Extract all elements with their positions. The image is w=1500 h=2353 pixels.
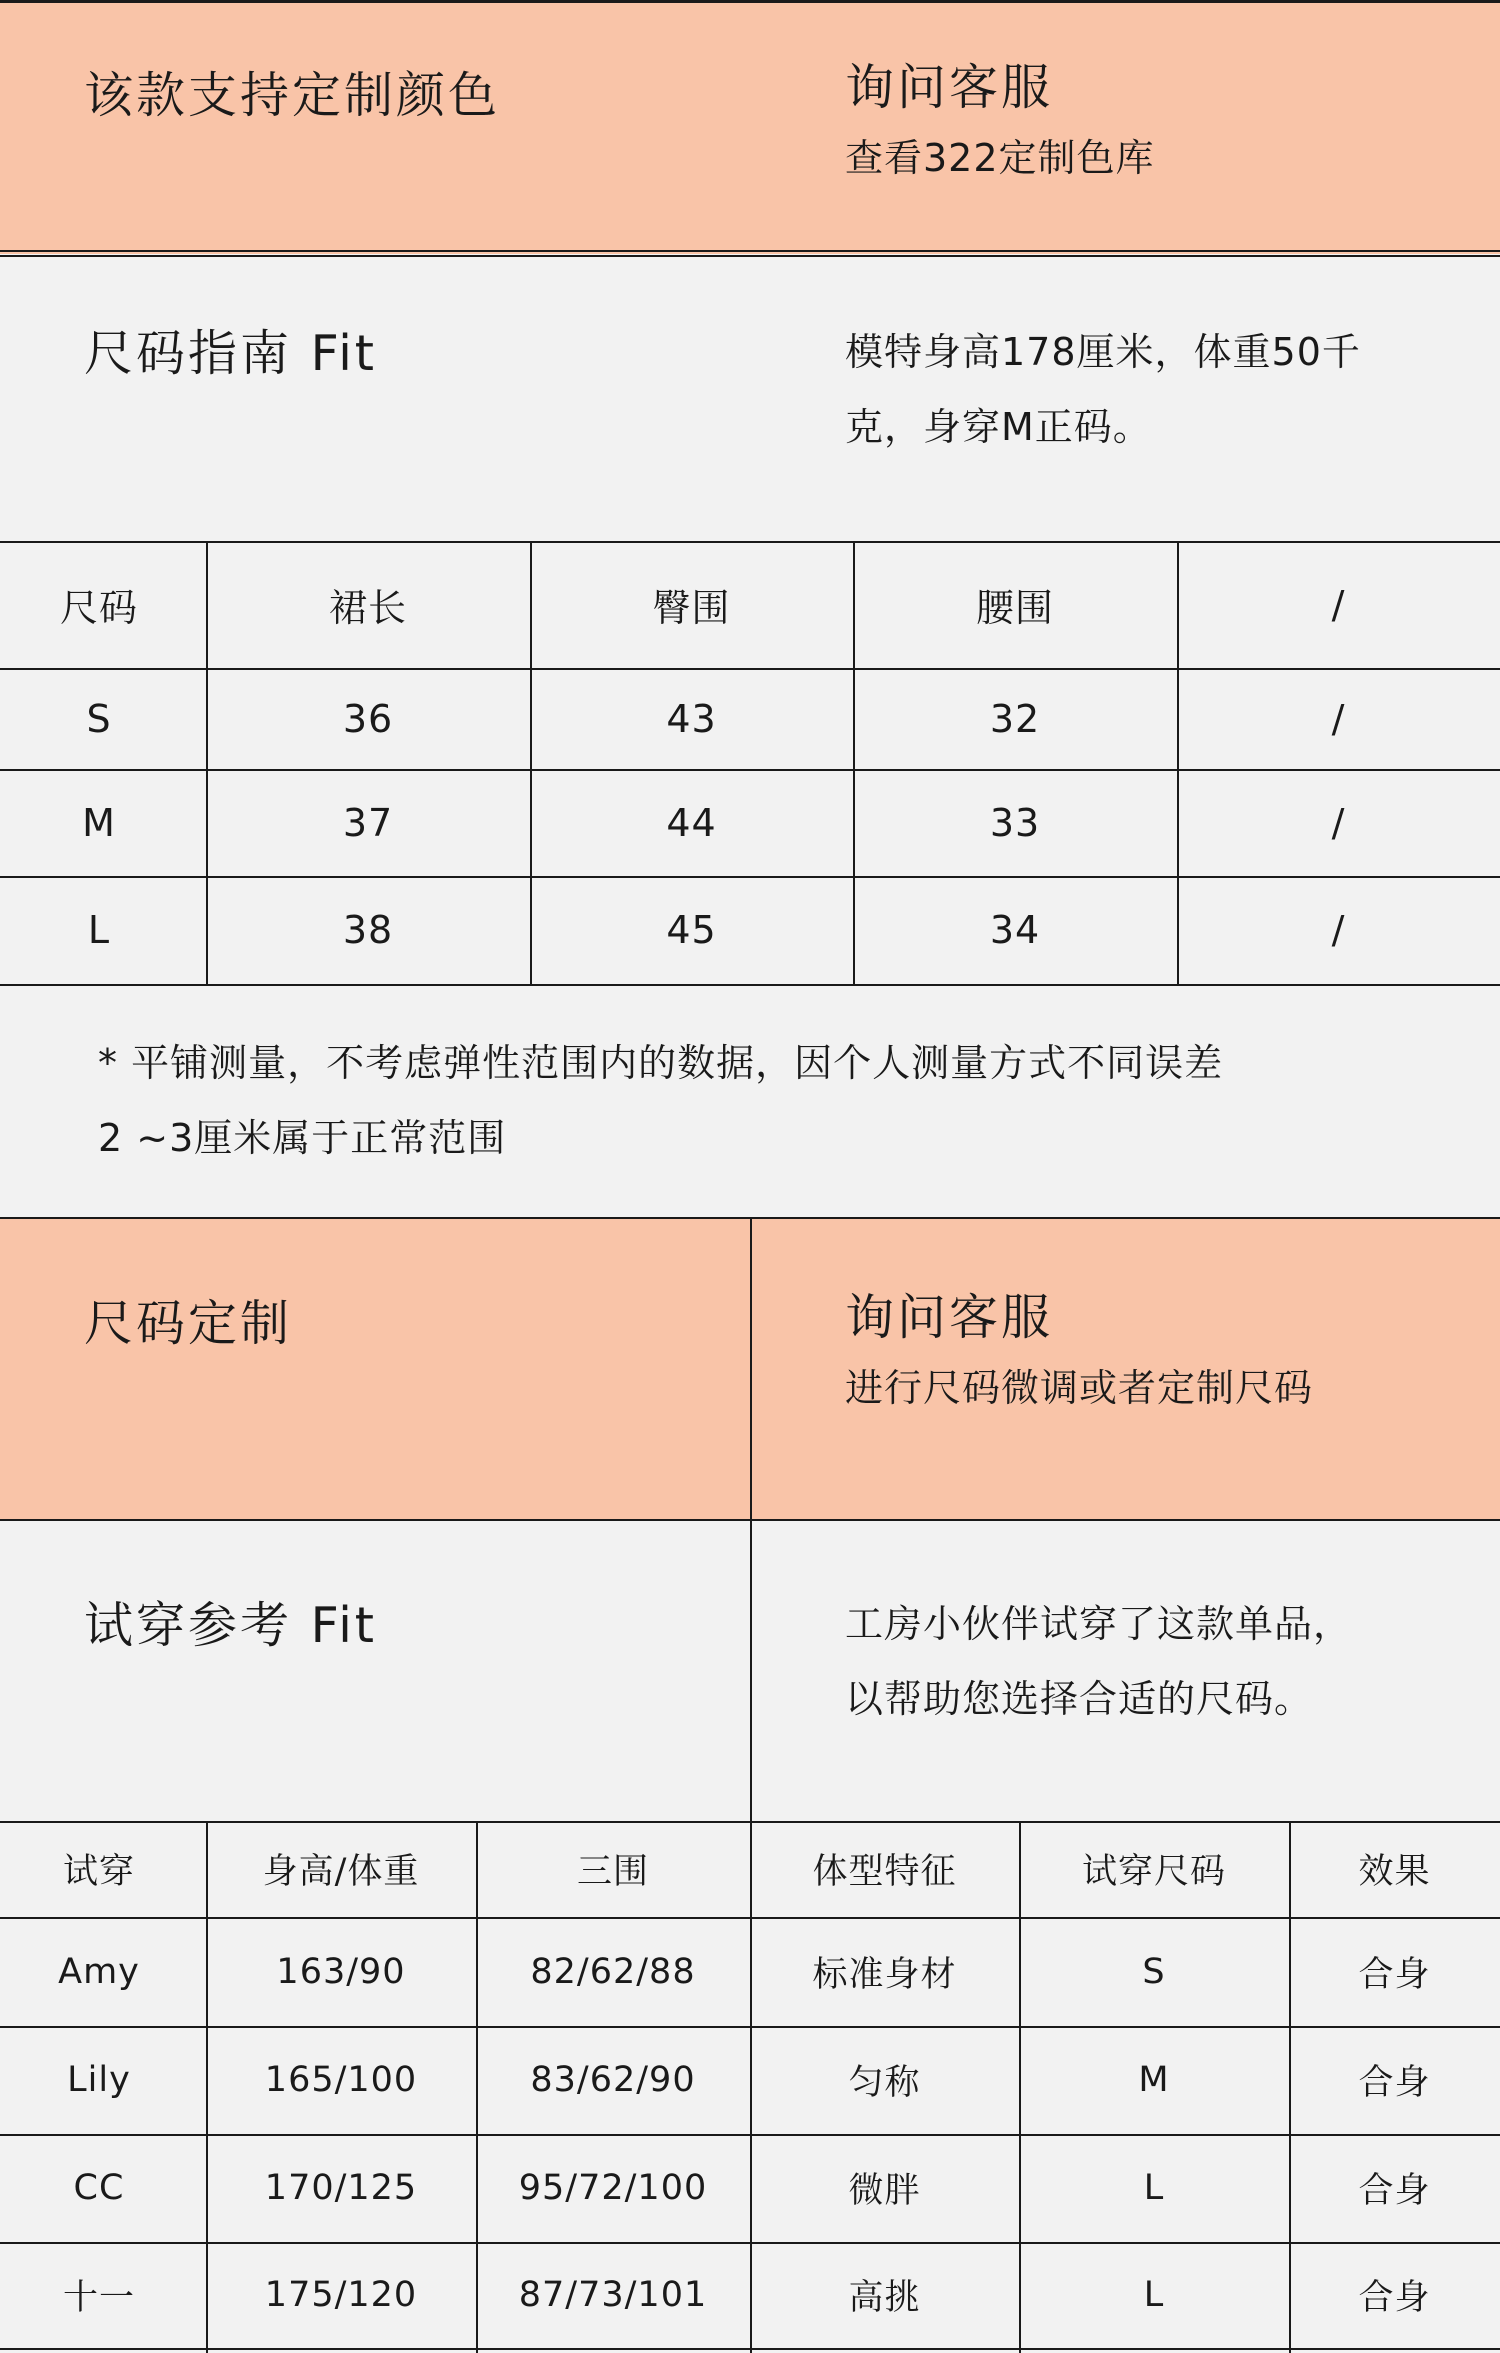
try-on-table-cell: 合身 (1358, 2171, 1431, 2211)
try-on-table-header: 体型特征 (812, 1852, 957, 1892)
size-table-cell: 37 (342, 800, 394, 845)
size-table-header: / (1331, 582, 1346, 627)
size-table-cell: / (1331, 696, 1346, 741)
try-on-table-cell: S (1142, 1951, 1166, 1992)
try-on-table-cell: M (1138, 2060, 1170, 2100)
size-table-cell: 36 (342, 696, 394, 741)
try-on-table-cell: 合身 (1358, 2278, 1431, 2318)
size-table-cell: 33 (989, 800, 1041, 845)
size-table-header: 腰围 (975, 586, 1054, 630)
try-on-table-cell: 95/72/100 (518, 2168, 708, 2208)
size-table-cell: / (1331, 800, 1346, 845)
try-on-table-cell: 165/100 (264, 2060, 418, 2100)
size-table-cell: 44 (666, 800, 717, 845)
size-table-header: 尺码 (59, 586, 138, 630)
size-table-cell: 45 (666, 908, 717, 952)
try-on-title: 试穿参考 Fit (84, 1597, 378, 1654)
try-on-table-cell: L (1143, 2168, 1165, 2208)
size-table-header: 裙长 (328, 586, 407, 630)
try-on-table-cell: 合身 (1358, 1954, 1431, 1995)
try-on-table-cell: 87/73/101 (518, 2275, 708, 2315)
custom-color-banner (0, 0, 1500, 254)
try-on-table-cell: L (1143, 2275, 1165, 2315)
size-custom-banner (0, 1217, 1500, 1521)
try-on-desc (845, 1587, 1352, 1737)
try-on-table-cell: 170/125 (264, 2168, 418, 2208)
custom-color-title: 该款支持定制颜色 (84, 67, 501, 124)
try-on-table-cell: 163/90 (276, 1951, 406, 1992)
size-table-cell: 32 (989, 696, 1041, 741)
divider (750, 1219, 752, 1519)
try-on-table-cell: 微胖 (848, 2171, 921, 2211)
model-info-line: 克，身穿M正码。 (845, 405, 1152, 449)
size-table (0, 541, 1500, 986)
try-on-table-cell: 十一 (62, 2278, 135, 2318)
try-on-table-cell: 175/120 (264, 2275, 418, 2315)
custom-color-cta-title[interactable]: 询问客服 (845, 59, 1054, 116)
model-info-line: 模特身高178厘米，体重50千 (845, 330, 1361, 374)
try-on-table-cell: CC (73, 2168, 125, 2208)
try-on-table-cell: 82/62/88 (530, 1951, 696, 1992)
size-custom-service-link[interactable] (845, 1289, 1313, 1411)
size-table-cell: 38 (342, 908, 394, 952)
measure-note-line: 2 ~3厘米属于正常范围 (98, 1116, 507, 1160)
size-table-cell: L (87, 908, 111, 952)
try-on-table-cell: 标准身材 (812, 1954, 957, 1995)
try-on-table-cell: 合身 (1358, 2063, 1431, 2103)
size-table-cell: M (82, 800, 116, 845)
custom-color-service-link[interactable] (845, 59, 1155, 181)
try-on-table-cell: 匀称 (848, 2063, 921, 2103)
try-on-desc-line: 以帮助您选择合适的尺码。 (845, 1677, 1314, 1721)
measure-note (98, 1026, 1223, 1176)
size-table-cell: 43 (666, 696, 717, 741)
try-on-table-header: 效果 (1358, 1852, 1431, 1892)
size-custom-cta-sub[interactable]: 进行尺码微调或者定制尺码 (845, 1365, 1314, 1410)
try-on-desc-line: 工房小伙伴试穿了这款单品， (845, 1602, 1353, 1646)
size-custom-cta-title[interactable]: 询问客服 (845, 1289, 1054, 1346)
measure-note-line: * 平铺测量，不考虑弹性范围内的数据，因个人测量方式不同误差 (98, 1041, 1224, 1085)
try-on-table-header: 试穿 (62, 1852, 135, 1892)
size-guide-title: 尺码指南 Fit (84, 325, 378, 382)
try-on-table-cell: 83/62/90 (530, 2060, 696, 2100)
try-on-table-header: 三围 (576, 1852, 649, 1892)
divider (0, 250, 1500, 252)
try-on-table-header: 身高/体重 (262, 1852, 420, 1892)
size-table-header: 臀围 (652, 586, 731, 630)
try-on-table-cell: 高挑 (848, 2278, 921, 2318)
try-on-table-cell: Amy (58, 1951, 140, 1992)
divider (0, 255, 1500, 257)
divider (750, 1521, 752, 1821)
size-table-cell: / (1331, 908, 1346, 952)
custom-color-cta-sub[interactable]: 查看322定制色库 (845, 135, 1155, 180)
try-on-table-header: 试穿尺码 (1081, 1852, 1226, 1892)
model-info (845, 315, 1361, 465)
try-on-table-cell: Lily (67, 2060, 131, 2100)
try-on-table (0, 1821, 1500, 2353)
size-custom-title: 尺码定制 (84, 1295, 293, 1352)
size-table-cell: S (86, 696, 112, 741)
size-table-cell: 34 (989, 908, 1041, 952)
